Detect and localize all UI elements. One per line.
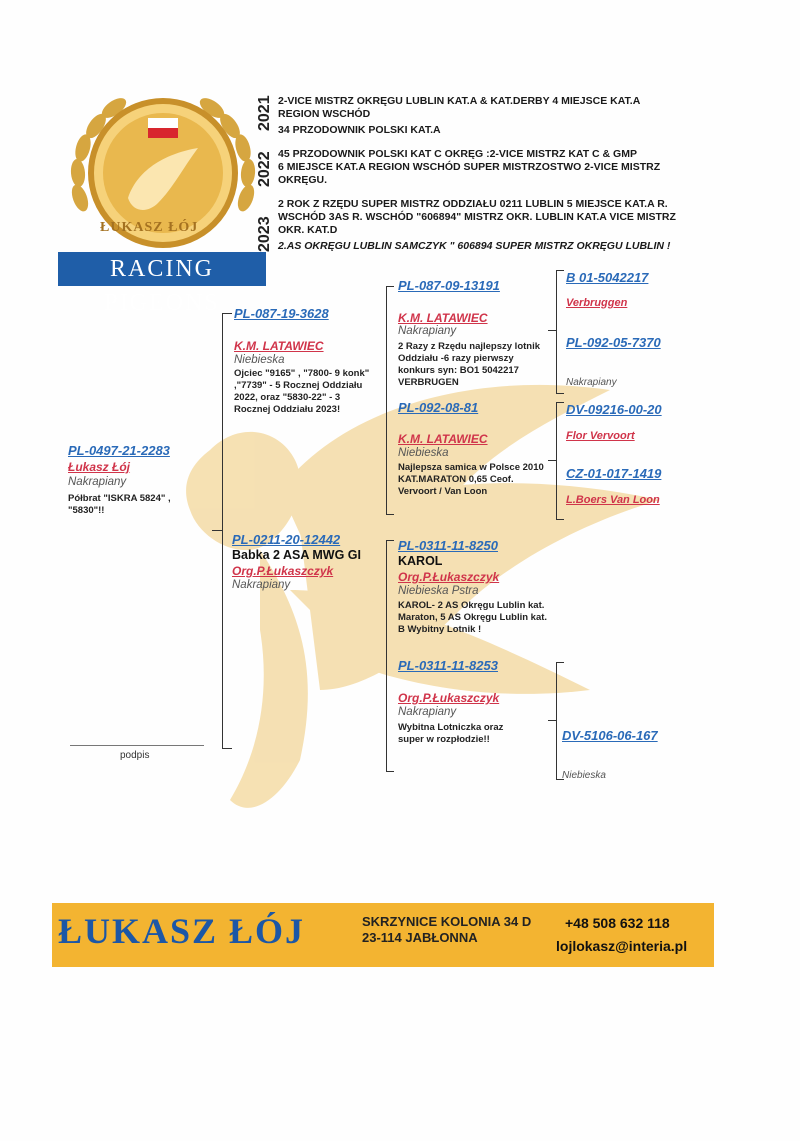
sss-breeder: Verbruggen (566, 297, 628, 309)
achievement-line: 6 MIEJSCE KAT.A REGION WSCHÓD SUPER MISTRZOSTWO 2-VICE MISTRZ (278, 161, 661, 173)
sire-breeder: K.M. LATAWIEC (234, 339, 324, 353)
dam-title: Babka 2 ASA MWG GI (232, 548, 361, 562)
footer-address (362, 914, 531, 946)
signature-label: podpis (120, 750, 150, 761)
bracket-dd (556, 662, 557, 780)
achievement-line: OKRĘGU. (278, 174, 328, 186)
achievement-line: 2-VICE MISTRZ OKRĘGU LUBLIN KAT.A & KAT.DERBY 4 MIEJSCE KAT.A (278, 95, 641, 107)
ds-title: KAROL (398, 554, 443, 568)
bracket-tick (556, 402, 564, 403)
footer-phone: +48 508 632 118 (565, 915, 670, 931)
sss-ring: B 01-5042217 (566, 270, 649, 285)
bracket-sd (556, 402, 557, 520)
dd-ring: PL-0311-11-8253 (398, 658, 498, 673)
achievements-2023 (278, 198, 718, 253)
achievement-line: 34 PRZODOWNIK POLSKI KAT.A (278, 124, 441, 136)
year-2021: 2021 (256, 95, 273, 131)
dam-breeder: Org.P.Łukaszczyk (232, 564, 334, 578)
year-2023: 2023 (256, 216, 273, 252)
sd-breeder: K.M. LATAWIEC (398, 432, 488, 446)
achievements-2022 (278, 148, 718, 187)
footer-email[interactable]: lojlokasz@interia.pl (556, 938, 688, 954)
ss-color: Nakrapiany (398, 325, 457, 337)
achievements-2021 (278, 95, 718, 137)
bracket-tick (212, 530, 222, 531)
bracket-tick (556, 519, 564, 520)
sd-ring: PL-092-08-81 (398, 400, 479, 415)
sire-note: Ojciec "9165" , "7800- 9 konk" ,"7739" - 5 Rocznej Oddziału 2022, oraz "5830-22" - 3 Rocznej Oddziału 2023! (234, 368, 370, 415)
sire-ring: PL-087-19-3628 (234, 306, 329, 321)
ds-color: Niebieska Pstra (398, 585, 479, 597)
ds-note: KAROL- 2 AS Okręgu Lublin kat. Maraton, 5 AS Okręgu Lublin kat. B Wybitny Lotnik ! (398, 600, 548, 635)
sire-color: Niebieska (234, 354, 285, 366)
sdd-breeder: L.Boers Van Loon (566, 494, 660, 506)
year-2022: 2022 (256, 151, 273, 187)
bracket-tick (222, 748, 232, 749)
dam-ring: PL-0211-20-12442 (232, 532, 341, 547)
sds-ring: DV-09216-00-20 (566, 402, 662, 417)
sds-breeder: Flor Vervoort (566, 430, 635, 442)
ss-ring: PL-087-09-13191 (398, 278, 500, 293)
sd-note: Najlepsza samica w Polsce 2010 KAT.MARATON 0,65 Ceof. Vervoort / Van Loon (398, 462, 544, 497)
logo-name: ŁUKASZ ŁÓJ (100, 220, 199, 235)
bracket-tick (386, 771, 394, 772)
bracket-tick (386, 286, 394, 287)
bracket-tick (548, 720, 556, 721)
dd-breeder: Org.P.Łukaszczyk (398, 691, 500, 705)
achievement-line: 45 PRZODOWNIK POLSKI KAT C OKRĘG :2-VICE MISTRZ KAT C & GMP (278, 148, 637, 160)
ssd-color: Nakrapiany (566, 377, 617, 388)
ds-ring: PL-0311-11-8250 (398, 538, 498, 553)
bracket-tick (222, 313, 232, 314)
bracket-dam (386, 540, 387, 772)
bracket-tick (556, 270, 564, 271)
bracket-tick (386, 540, 394, 541)
bracket-tick (556, 662, 564, 663)
bracket-tick (386, 514, 394, 515)
achievement-line: REGION WSCHÓD (278, 108, 371, 120)
dd-color: Nakrapiany (398, 706, 457, 718)
sd-color: Niebieska (398, 447, 449, 459)
ssd-ring: PL-092-05-7370 (566, 335, 661, 350)
achievement-line: OKR. KAT.D (278, 224, 338, 236)
signature-line (70, 745, 204, 746)
bracket-main (222, 313, 223, 749)
bracket-sire (386, 286, 387, 515)
racing-pigeons-banner: RACING PIGEONS (58, 252, 266, 286)
dd-note: Wybitna Lotniczka oraz super w rozpłodzie!! (398, 722, 504, 745)
main-color: Nakrapiany (68, 476, 127, 488)
footer-city: 23-114 JABŁONNA (362, 930, 478, 945)
ds-breeder: Org.P.Łukaszczyk (398, 570, 500, 584)
achievement-line: 2.AS OKRĘGU LUBLIN SAMCZYK " 606894 SUPER MISTRZ OKRĘGU LUBLIN ! (278, 240, 671, 252)
dam-color: Nakrapiany (232, 579, 291, 591)
achievement-line: WSCHÓD 3AS R. WSCHÓD "606894" MISTRZ OKR. LUBLIN KAT.A VICE MISTRZ (278, 211, 676, 223)
ss-breeder: K.M. LATAWIEC (398, 311, 488, 325)
footer-name: ŁUKASZ ŁÓJ (58, 911, 306, 951)
ss-note: 2 Razy z Rzędu najlepszy lotnik Oddziału -6 razy pierwszy konkurs syn: BO1 5042217 VERBRUGEN (398, 341, 541, 388)
main-ring: PL-0497-21-2283 (68, 443, 170, 458)
bracket-tick (556, 393, 564, 394)
ddd-color: Niebieska (562, 770, 606, 781)
ddd-ring: DV-5106-06-167 (562, 728, 658, 743)
achievement-line: 2 ROK Z RZĘDU SUPER MISTRZ ODDZIAŁU 0211 LUBLIN 5 MIEJSCE KAT.A R. (278, 198, 668, 210)
sdd-ring: CZ-01-017-1419 (566, 466, 662, 481)
bracket-ss (556, 270, 557, 394)
main-note: Półbrat "ISKRA 5824" , "5830"!! (68, 493, 171, 516)
main-breeder: Łukasz Łój (68, 460, 131, 474)
bracket-tick (548, 330, 556, 331)
footer-street: SKRZYNICE KOLONIA 34 D (362, 914, 532, 929)
bracket-tick (548, 460, 556, 461)
